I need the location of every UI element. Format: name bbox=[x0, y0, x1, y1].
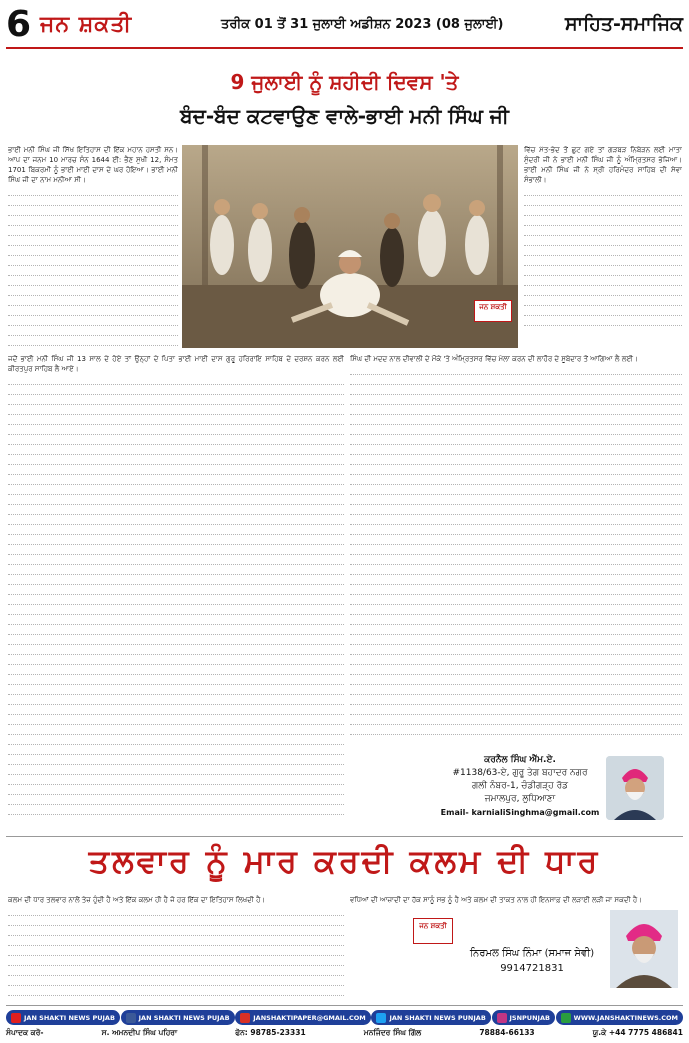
article-headline-line1: 9 ਜੁਲਾਈ ਨੂੰ ਸ਼ਹੀਦੀ ਦਿਵਸ 'ਤੇ bbox=[230, 70, 459, 94]
text-lines-decoration bbox=[8, 187, 178, 346]
contact-item: ਮਨਜਿੰਦਰ ਸਿੰਘ ਗਿੱਲ bbox=[363, 1028, 422, 1037]
social-link[interactable] bbox=[371, 1010, 490, 1025]
article-paragraph: ਵਿੱਚ ਮੱਤ-ਭੇਦ ਤੋਂ ਛੁਟ ਗਏ ਤਾਂ ਗੜਬੜ ਨਿਬੇੜਨ ਲਈ ਮਾਤਾ ਸੁੰਦਰੀ ਜੀ ਨੇ ਭਾਈ ਮਨੀ ਸਿੰਘ ਜੀ ਨੂੰ ਅੰਮ੍ਰਿਤਸਰ ਭੇਜਿਆ। ਭਾਈ ਮਨੀ ਸਿੰਘ ਜੀ ਨੇ ਸ੍ਰੀ ਹਰਿਮੰਦਰ ਸਾਹਿਬ ਦੀ ਸੇਵਾ ਸੰਭਾਲੀ। bbox=[524, 146, 682, 184]
page-footer bbox=[6, 1010, 683, 1038]
page-header bbox=[6, 5, 683, 49]
text-lines-decoration bbox=[350, 366, 682, 735]
article-paragraph: ਜਦੋਂ ਭਾਈ ਮਨੀ ਸਿੰਘ ਜੀ 13 ਸਾਲ ਦੇ ਹੋਏ ਤਾਂ ਉਨ੍ਹਾਂ ਦੇ ਪਿਤਾ ਭਾਈ ਮਾਈ ਦਾਸ ਗੁਰੂ ਹਰਿਰਾਇ ਸਾਹਿਬ ਦੇ ਦਰਸ਼ਨ ਕਰਨ ਲਈ ਕੀਰਤਪੁਰ ਸਾਹਿਬ ਲੈ ਆਏ। bbox=[8, 355, 344, 373]
social-link-label: JSNPUNJAB bbox=[509, 1013, 550, 1022]
youtube-icon bbox=[11, 1013, 21, 1023]
social-link[interactable] bbox=[556, 1010, 683, 1025]
web-icon bbox=[561, 1013, 571, 1023]
article-paragraph: ਕਲਮ ਦੀ ਧਾਰ ਤਲਵਾਰ ਨਾਲੋਂ ਤੇਜ਼ ਹੁੰਦੀ ਹੈ ਅਤੇ ਇੱਕ ਕਲਮ ਹੀ ਹੈ ਜੋ ਹਰ ਇੱਕ ਦਾ ਇਤਿਹਾਸ ਲਿਖਦੀ ਹੈ। bbox=[8, 896, 266, 904]
text-lines-decoration bbox=[524, 187, 682, 326]
text-lines-decoration bbox=[8, 907, 344, 996]
social-link-label: JAN SHAKTI NEWS PUJAB bbox=[24, 1013, 115, 1022]
martyrdom-painting bbox=[182, 145, 518, 348]
social-link-label: JAN SHAKTI NEWS PUNJAB bbox=[389, 1013, 486, 1022]
author-street: ਗਲੀ ਨੰਬਰ-1, ਚੰਡੀਗੜ੍ਹ ਰੋਡ bbox=[471, 781, 569, 791]
article-column-4 bbox=[350, 354, 682, 749]
social-link[interactable] bbox=[235, 1010, 370, 1025]
masthead-logo: ਜਨ ਸ਼ਕਤੀ bbox=[40, 12, 133, 37]
article2-author-name: ਨਿਰਮਲ ਸਿੰਘ ਨਿੰਮਾ (ਸਮਾਜ ਸੇਵੀ) bbox=[469, 948, 595, 959]
article2-author bbox=[462, 946, 602, 976]
contact-item: ਯੂ.ਕੇ +44 7775 486841 bbox=[592, 1028, 683, 1037]
article-paragraph: ਸਿੰਘ ਦੀ ਮਦਦ ਨਾਲ ਦੀਵਾਲੀ ਦੇ ਮੌਕੇ 'ਤੇ ਅੰਮ੍ਰਿਤਸਰ ਵਿੱਚ ਮੇਲਾ ਕਰਨ ਦੀ ਲਾਹੌਰ ਦੇ ਸੂਬੇਦਾਰ ਤੋਂ ਆਗਿਆ ਲੈ ਲਈ। bbox=[350, 355, 638, 363]
watermark-logo: ਜਨ ਸ਼ਕਤੀ bbox=[474, 300, 512, 322]
instagram-icon bbox=[497, 1013, 507, 1023]
author-city: ਜਮਾਲਪੁਰ, ਲੁਧਿਆਣਾ bbox=[484, 794, 556, 804]
newspaper-logo: ਜਨ ਸ਼ਕਤੀ bbox=[413, 918, 453, 944]
author-email: Email- karnialiSinghma@gmail.com bbox=[440, 808, 600, 817]
page-number: 6 bbox=[6, 4, 32, 45]
article-paragraph: ਭਾਈ ਮਨੀ ਸਿੰਘ ਜੀ ਸਿੱਖ ਇਤਿਹਾਸ ਦੀ ਇੱਕ ਮਹਾਨ ਹਸਤੀ ਸਨ। ਆਪ ਦਾ ਜਨਮ 10 ਮਾਰਚ ਸੰਨ 1644 ਈ: ਭੈਣ ਸੁਖੀ 12, ਸੰਮਤ 1701 ਬਿਕਰਮੀ ਨੂੰ ਭਾਈ ਮਾਈ ਦਾਸ ਦੇ ਘਰ ਹੋਇਆ। ਭਾਈ ਮਨੀ ਸਿੰਘ ਜੀ ਦਾ ਨਾਮ ਮਨੀਆ ਸੀ। bbox=[8, 146, 178, 184]
article-paragraph: ਵਧਿਆਂ ਦੀ ਆਜ਼ਾਦੀ ਦਾ ਹੱਕ ਸਾਨੂੰ ਸਭ ਨੂੰ ਹੈ ਅਤੇ ਕਲਮ ਦੀ ਤਾਕਤ ਨਾਲ ਹੀ ਇਨਸਾਫ਼ ਦੀ ਲੜਾਈ ਲੜੀ ਜਾ ਸਕਦੀ ਹੈ। bbox=[350, 896, 642, 904]
article-column-2 bbox=[524, 145, 682, 350]
social-link[interactable] bbox=[121, 1010, 235, 1025]
facebook-icon bbox=[126, 1013, 136, 1023]
article2-author-photo bbox=[610, 910, 678, 988]
social-link-label: JANSHAKTIPAPER@GMAIL.COM bbox=[253, 1013, 366, 1022]
article-column-1 bbox=[8, 145, 178, 350]
social-links bbox=[6, 1010, 683, 1026]
social-link-label: JAN SHAKTI NEWS PUJAB bbox=[138, 1013, 230, 1022]
article-headline-line2: ਬੰਦ-ਬੰਦ ਕਟਵਾਉਣ ਵਾਲੇ-ਭਾਈ ਮਨੀ ਸਿੰਘ ਜੀ bbox=[180, 104, 509, 128]
contact-item: 78884-66133 bbox=[479, 1028, 535, 1037]
author-photo bbox=[606, 756, 664, 820]
article2-column-1 bbox=[8, 895, 344, 1003]
social-link[interactable] bbox=[492, 1010, 555, 1025]
social-link[interactable] bbox=[6, 1010, 120, 1025]
text-lines-decoration bbox=[8, 376, 344, 815]
social-link-label: WWW.JANSHAKTINEWS.COM bbox=[573, 1013, 678, 1022]
author-name: ਕਰਨੈਲ ਸਿੰਘ ਐੱਮ.ਏ. bbox=[484, 755, 556, 765]
article-illustration bbox=[182, 145, 518, 348]
author-address: #1138/63-ਏ, ਗੁਰੂ ਤੇਗ ਬਹਾਦਰ ਨਗਰ bbox=[452, 768, 588, 778]
article2-headline: ਤਲਵਾਰ ਨੂੰ ਮਾਰ ਕਰਦੀ ਕਲਮ ਦੀ ਧਾਰ bbox=[88, 842, 601, 880]
article-column-3 bbox=[8, 354, 344, 832]
twitter-icon bbox=[376, 1013, 386, 1023]
issue-dateline: ਤਰੀਕ 01 ਤੋਂ 31 ਜੁਲਾਈ ਅਡੀਸ਼ਨ 2023 (08 ਜੁਲਾਈ) bbox=[221, 17, 504, 32]
contact-item: ਫੋਨ: 98785-23331 bbox=[235, 1028, 306, 1037]
contact-item: ਸੰਪਾਦਕ ਕਰੋ- bbox=[6, 1028, 44, 1037]
contact-details bbox=[6, 1028, 683, 1038]
footer-divider bbox=[6, 1005, 683, 1006]
section-divider bbox=[6, 836, 683, 837]
mail-icon bbox=[240, 1013, 250, 1023]
article2-author-phone: 9914721831 bbox=[500, 963, 564, 974]
contact-item: ਸ. ਅਮਨਦੀਪ ਸਿੰਘ ਪਹਿਰਾ bbox=[101, 1028, 178, 1037]
author-byline bbox=[440, 754, 600, 819]
section-title: ਸਾਹਿਤ-ਸਮਾਜਿਕ bbox=[565, 13, 683, 35]
